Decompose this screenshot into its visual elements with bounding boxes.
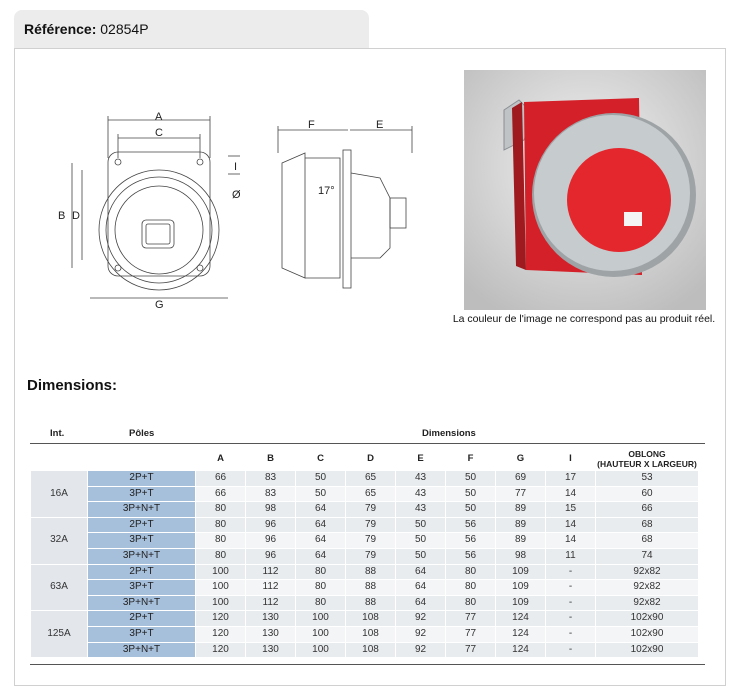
value-cell: 98 <box>496 549 545 564</box>
value-cell: 100 <box>296 643 345 658</box>
value-cell: 108 <box>346 643 395 658</box>
int-cell: 125A <box>31 611 87 657</box>
label-c: C <box>155 127 163 139</box>
label-d: D <box>72 210 80 222</box>
value-cell: 79 <box>346 502 395 517</box>
value-cell: 80 <box>296 580 345 595</box>
oblong-cell: 53 <box>596 471 698 486</box>
pole-cell: 3P+N+T <box>88 549 195 564</box>
table-row <box>31 596 698 611</box>
value-cell: 112 <box>246 580 295 595</box>
value-cell: 79 <box>346 533 395 548</box>
value-cell: 77 <box>446 627 495 642</box>
value-cell: 89 <box>496 518 545 533</box>
col-header-oblong <box>596 447 698 470</box>
value-cell: 88 <box>346 580 395 595</box>
value-cell: 50 <box>396 518 445 533</box>
value-cell: 124 <box>496 611 545 626</box>
front-view <box>58 111 241 311</box>
pole-cell: 3P+T <box>88 533 195 548</box>
value-cell: 80 <box>196 502 245 517</box>
oblong-cell: 60 <box>596 487 698 502</box>
value-cell: 88 <box>346 596 395 611</box>
value-cell: 43 <box>396 487 445 502</box>
dimensions-table <box>30 446 699 658</box>
oblong-cell: 66 <box>596 502 698 517</box>
value-cell: 64 <box>396 580 445 595</box>
value-cell: 100 <box>196 565 245 580</box>
oblong-cell: 102x90 <box>596 611 698 626</box>
value-cell: 43 <box>396 502 445 517</box>
value-cell: 109 <box>496 596 545 611</box>
label-angle: 17° <box>318 185 335 197</box>
reference-label: Référence: <box>24 21 97 37</box>
value-cell: 108 <box>346 611 395 626</box>
int-cell: 32A <box>31 518 87 564</box>
value-cell: 96 <box>246 549 295 564</box>
value-cell: 50 <box>396 533 445 548</box>
oblong-cell: 102x90 <box>596 627 698 642</box>
value-cell: 80 <box>446 580 495 595</box>
pole-cell: 3P+T <box>88 487 195 502</box>
value-cell: 15 <box>546 502 595 517</box>
value-cell: 79 <box>346 549 395 564</box>
value-cell: - <box>546 627 595 642</box>
value-cell: 77 <box>496 487 545 502</box>
pole-cell: 3P+T <box>88 627 195 642</box>
label-b: B <box>58 210 66 222</box>
value-cell: 64 <box>296 502 345 517</box>
value-cell: 64 <box>296 549 345 564</box>
value-cell: 120 <box>196 643 245 658</box>
col-header: I <box>569 453 572 464</box>
table-row <box>31 487 698 502</box>
oblong-cell: 68 <box>596 533 698 548</box>
col-header: F <box>467 453 474 464</box>
value-cell: 120 <box>196 627 245 642</box>
value-cell: 77 <box>446 611 495 626</box>
value-cell: 100 <box>196 580 245 595</box>
value-cell: 96 <box>246 533 295 548</box>
value-cell: - <box>546 580 595 595</box>
label-f: F <box>308 119 315 131</box>
value-cell: 80 <box>196 518 245 533</box>
reference-tab <box>14 10 369 48</box>
pole-cell: 2P+T <box>88 565 195 580</box>
value-cell: 89 <box>496 533 545 548</box>
oblong-cell: 92x82 <box>596 596 698 611</box>
label-diameter: Ø <box>232 189 241 201</box>
value-cell: 50 <box>446 502 495 517</box>
value-cell: 17 <box>546 471 595 486</box>
col-header: B <box>267 453 274 464</box>
pole-cell: 3P+N+T <box>88 643 195 658</box>
oblong-cell: 92x82 <box>596 565 698 580</box>
value-cell: 77 <box>446 643 495 658</box>
header-poles: Pôles <box>129 428 155 439</box>
table-row <box>31 533 698 548</box>
table-row <box>31 643 698 658</box>
table-row <box>31 518 698 533</box>
value-cell: 50 <box>296 487 345 502</box>
value-cell: 64 <box>396 596 445 611</box>
value-cell: 83 <box>246 487 295 502</box>
pole-cell: 2P+T <box>88 518 195 533</box>
value-cell: 64 <box>296 518 345 533</box>
oblong-cell: 68 <box>596 518 698 533</box>
value-cell: - <box>546 611 595 626</box>
value-cell: 69 <box>496 471 545 486</box>
header-dimensions: Dimensions <box>422 428 476 439</box>
value-cell: 89 <box>496 502 545 517</box>
value-cell: 80 <box>196 549 245 564</box>
value-cell: - <box>546 565 595 580</box>
reference-value: 02854P <box>100 21 149 37</box>
value-cell: 120 <box>196 611 245 626</box>
value-cell: 65 <box>346 471 395 486</box>
oblong-cell: 102x90 <box>596 643 698 658</box>
table-bottom-rule <box>30 664 705 665</box>
photo-caption: La couleur de l'image ne correspond pas au produit réel. <box>452 313 716 325</box>
value-cell: 130 <box>246 627 295 642</box>
value-cell: - <box>546 643 595 658</box>
pole-cell: 3P+T <box>88 580 195 595</box>
oblong-cell: 92x82 <box>596 580 698 595</box>
label-a: A <box>155 111 163 123</box>
value-cell: 92 <box>396 643 445 658</box>
header-int: Int. <box>50 428 65 439</box>
value-cell: 56 <box>446 533 495 548</box>
side-view <box>278 119 412 288</box>
col-header: E <box>417 453 424 464</box>
value-cell: 65 <box>346 487 395 502</box>
value-cell: 130 <box>246 611 295 626</box>
value-cell: 130 <box>246 643 295 658</box>
value-cell: 80 <box>296 596 345 611</box>
col-header: G <box>516 453 525 464</box>
col-header: D <box>367 453 374 464</box>
value-cell: 112 <box>246 596 295 611</box>
value-cell: 80 <box>446 565 495 580</box>
value-cell: 79 <box>346 518 395 533</box>
value-cell: 64 <box>396 565 445 580</box>
label-g: G <box>155 299 164 311</box>
value-cell: 98 <box>246 502 295 517</box>
value-cell: 92 <box>396 627 445 642</box>
dimensions-title: Dimensions: <box>27 377 118 394</box>
value-cell: 100 <box>296 627 345 642</box>
value-cell: 124 <box>496 643 545 658</box>
technical-drawing <box>60 108 430 323</box>
value-cell: 43 <box>396 471 445 486</box>
value-cell: 56 <box>446 518 495 533</box>
value-cell: 109 <box>496 565 545 580</box>
value-cell: 66 <box>196 471 245 486</box>
value-cell: 66 <box>196 487 245 502</box>
value-cell: 100 <box>196 596 245 611</box>
table-row <box>31 580 698 595</box>
value-cell: 96 <box>246 518 295 533</box>
pole-cell: 3P+N+T <box>88 502 195 517</box>
value-cell: 56 <box>446 549 495 564</box>
product-photo <box>464 70 706 310</box>
value-cell: 92 <box>396 611 445 626</box>
reference-heading <box>24 21 149 37</box>
pole-cell: 2P+T <box>88 611 195 626</box>
value-cell: 80 <box>196 533 245 548</box>
value-cell: 88 <box>346 565 395 580</box>
label-e: E <box>376 119 384 131</box>
value-cell: 50 <box>446 487 495 502</box>
value-cell: 14 <box>546 533 595 548</box>
value-cell: 14 <box>546 487 595 502</box>
value-cell: 109 <box>496 580 545 595</box>
table-row <box>31 627 698 642</box>
table-top-rule <box>30 443 705 444</box>
oblong-cell: 74 <box>596 549 698 564</box>
label-i: I <box>234 161 238 173</box>
col-header: A <box>217 453 224 464</box>
table-row <box>31 565 698 580</box>
value-cell: 124 <box>496 627 545 642</box>
value-cell: 100 <box>296 611 345 626</box>
table-row <box>31 549 698 564</box>
value-cell: 83 <box>246 471 295 486</box>
pole-cell: 3P+N+T <box>88 596 195 611</box>
table-row <box>31 502 698 517</box>
pole-cell: 2P+T <box>88 471 195 486</box>
oblong-header-line1: OBLONG <box>628 448 666 459</box>
value-cell: 112 <box>246 565 295 580</box>
int-cell: 16A <box>31 471 87 517</box>
value-cell: 50 <box>296 471 345 486</box>
oblong-header-line2: (HAUTEUR X LARGEUR) <box>597 458 697 469</box>
value-cell: 50 <box>446 471 495 486</box>
col-header: C <box>317 453 324 464</box>
table-row <box>31 611 698 626</box>
value-cell: - <box>546 596 595 611</box>
table-row <box>31 471 698 486</box>
value-cell: 64 <box>296 533 345 548</box>
value-cell: 14 <box>546 518 595 533</box>
table-header-row <box>31 447 698 470</box>
value-cell: 50 <box>396 549 445 564</box>
value-cell: 11 <box>546 549 595 564</box>
value-cell: 80 <box>446 596 495 611</box>
value-cell: 80 <box>296 565 345 580</box>
int-cell: 63A <box>31 565 87 611</box>
value-cell: 108 <box>346 627 395 642</box>
